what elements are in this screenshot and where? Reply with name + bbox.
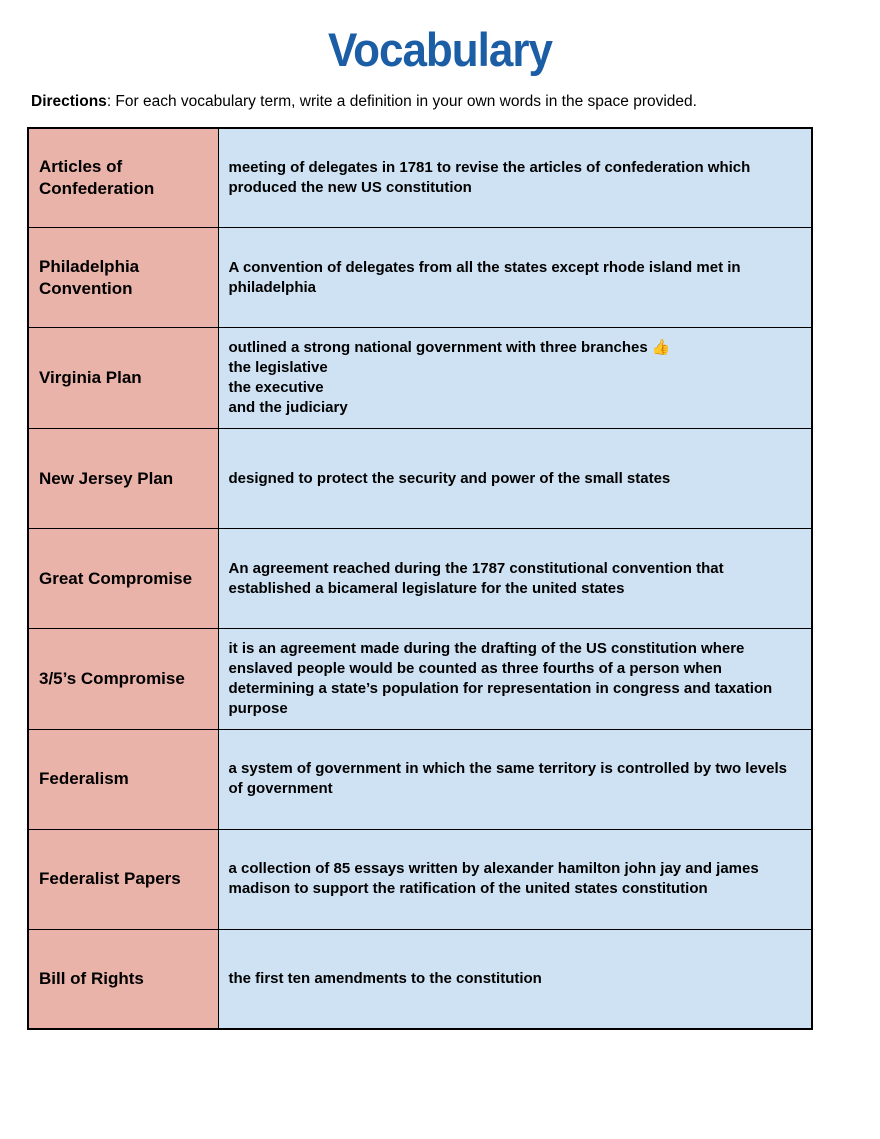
- definition-cell: [218, 128, 812, 228]
- table-row: [28, 429, 812, 529]
- table-row: [28, 128, 812, 228]
- page-title: Vocabulary: [328, 24, 552, 77]
- directions-label: Directions: [31, 93, 107, 110]
- definition-cell: [218, 829, 812, 929]
- definition-line: the legislative: [228, 359, 328, 377]
- term-cell: Great Compromise: [28, 529, 218, 629]
- vocabulary-table: [27, 127, 813, 1031]
- term-cell: Articles of Confederation: [28, 128, 218, 228]
- definition-cell: [218, 328, 812, 429]
- vocab-table-body: [28, 128, 812, 1030]
- table-row: [28, 629, 812, 730]
- directions-text: [31, 92, 880, 113]
- definition-line: a system of government in which the same territory is controlled by two levels of government: [228, 760, 787, 798]
- table-row: [28, 829, 812, 929]
- definition-line: meeting of delegates in 1781 to revise the articles of confederation which produced the new US constitution: [228, 159, 751, 197]
- definition-line: the executive: [228, 379, 324, 397]
- definition-line: it is an agreement made during the drafting of the US constitution where enslaved people would be counted as three fourths of a person when determining a state’s population for representation in congress and taxation purpose: [228, 640, 773, 717]
- term-cell: Philadelphia Convention: [28, 228, 218, 328]
- definition-cell: [218, 729, 812, 829]
- table-row: [28, 929, 812, 1029]
- definition-line: An agreement reached during the 1787 constitutional convention that established a bicameral legislature for the united states: [228, 559, 724, 597]
- term-cell: 3/5’s Compromise: [28, 629, 218, 730]
- definition-cell: [218, 529, 812, 629]
- definition-line: A convention of delegates from all the states except rhode island met in philadelphia: [228, 258, 741, 296]
- term-cell: Bill of Rights: [28, 929, 218, 1029]
- definition-cell: [218, 629, 812, 730]
- term-cell: Federalism: [28, 729, 218, 829]
- definition-line: and the judiciary: [228, 399, 348, 417]
- term-cell: New Jersey Plan: [28, 429, 218, 529]
- table-row: [28, 228, 812, 328]
- definition-line: a collection of 85 essays written by alexander hamilton john jay and james madison to support the ratification of the united states constitution: [228, 860, 759, 898]
- definition-cell: [218, 429, 812, 529]
- term-cell: Federalist Papers: [28, 829, 218, 929]
- directions-body: : For each vocabulary term, write a definition in your own words in the space provided.: [106, 93, 697, 110]
- term-cell: Virginia Plan: [28, 328, 218, 429]
- table-row: [28, 328, 812, 429]
- table-row: [28, 529, 812, 629]
- table-row: [28, 729, 812, 829]
- definition-line: outlined a strong national government with three branches 👍: [228, 339, 671, 357]
- definition-line: designed to protect the security and power of the small states: [228, 469, 671, 487]
- definition-line: the first ten amendments to the constitution: [228, 970, 542, 988]
- definition-cell: [218, 929, 812, 1029]
- definition-cell: [218, 228, 812, 328]
